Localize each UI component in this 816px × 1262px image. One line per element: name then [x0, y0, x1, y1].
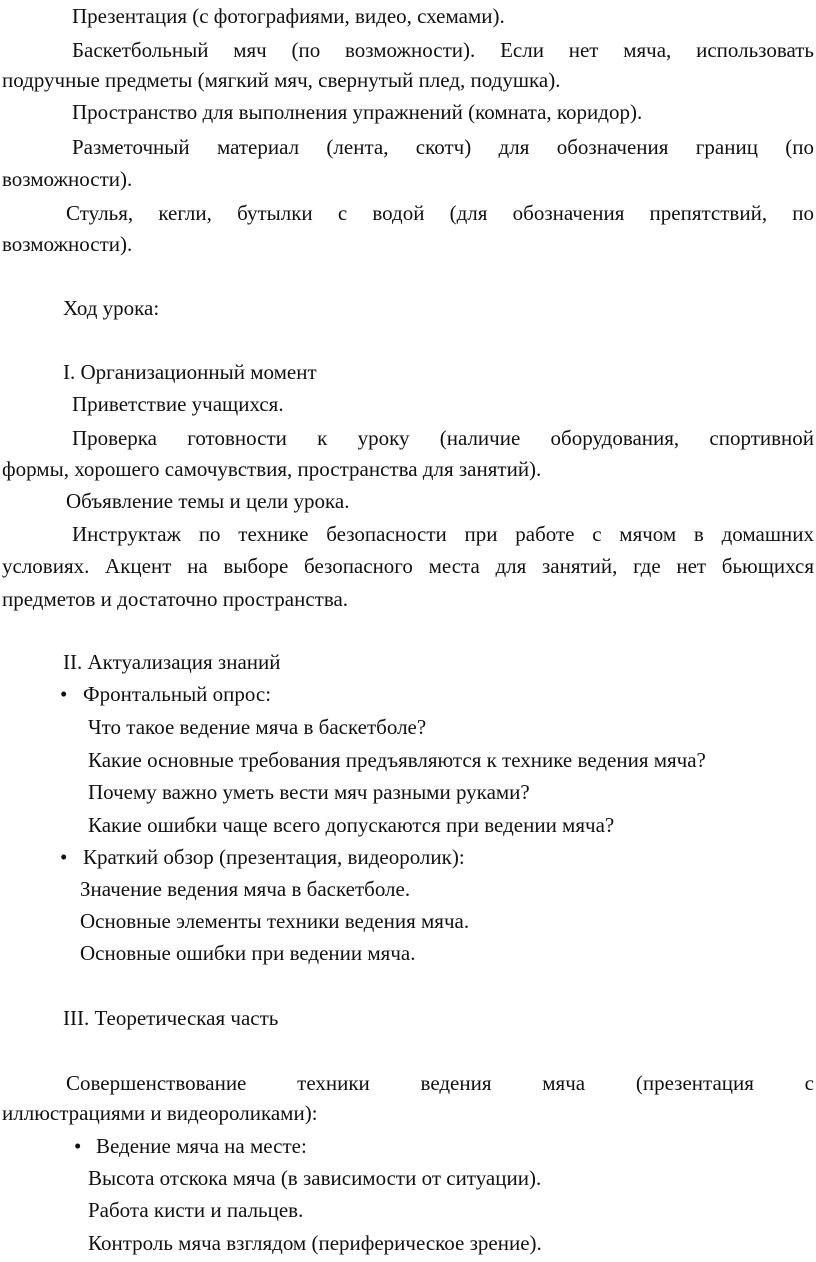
stationary-title: Ведение мяча на месте: [96, 1134, 307, 1158]
survey-question-3: Почему важно уметь вести мяч разными руками? [88, 780, 530, 804]
bullet-icon: • [74, 1134, 82, 1158]
lesson-course-heading: Ход урока: [63, 296, 160, 320]
materials-chairs-line-2: возможности). [2, 232, 133, 256]
improve-line-1: Совершенствование техники ведения мяча (презентация с [66, 1071, 814, 1095]
section-1-check-line-1: Проверка готовности к уроку (наличие оборудования, спортивной [72, 426, 814, 450]
section-1-check-line-2: формы, хорошего самочувствия, пространства для занятий). [2, 457, 542, 481]
section-1-greeting: Приветствие учащихся. [72, 392, 284, 416]
survey-question-2: Какие основные требования предъявляются к технике ведения мяча? [88, 748, 706, 772]
materials-ball-line-1: Баскетбольный мяч (по возможности). Если нет мяча, использовать [72, 38, 814, 62]
materials-presentation: Презентация (с фотографиями, видео, схемами). [72, 4, 505, 28]
survey-question-4: Какие ошибки чаще всего допускаются при ведении мяча? [88, 813, 615, 837]
review-item-3: Основные ошибки при ведении мяча. [80, 941, 416, 965]
materials-marking-line-1: Разметочный материал (лента, скотч) для обозначения границ (по [72, 135, 814, 159]
section-1-heading: I. Организационный момент [63, 360, 317, 384]
review-item-1: Значение ведения мяча в баскетболе. [80, 877, 411, 901]
section-1-safety-line-3: предметов и достаточно пространства. [2, 587, 349, 611]
stationary-item-1: Высота отскока мяча (в зависимости от ситуации). [88, 1166, 542, 1190]
materials-chairs-line-1: Стулья, кегли, бутылки с водой (для обозначения препятствий, по [66, 201, 814, 225]
stationary-item-2: Работа кисти и пальцев. [88, 1198, 304, 1222]
review-item-2: Основные элементы техники ведения мяча. [80, 909, 470, 933]
section-2-heading: II. Актуализация знаний [63, 650, 281, 674]
section-1-safety-line-1: Инструктаж по технике безопасности при работе с мячом в домашних [72, 522, 814, 546]
section-1-topic: Объявление темы и цели урока. [66, 489, 350, 513]
section-3-heading: III. Теоретическая часть [63, 1006, 279, 1030]
survey-title: Фронтальный опрос: [83, 682, 272, 706]
bullet-icon: • [60, 845, 68, 869]
materials-ball-line-2: подручные предметы (мягкий мяч, свернутый плед, подушка). [2, 68, 561, 92]
review-title: Краткий обзор (презентация, видеоролик): [83, 845, 465, 869]
materials-marking-line-2: возможности). [2, 167, 133, 191]
stationary-item-3: Контроль мяча взглядом (периферическое зрение). [88, 1231, 542, 1255]
materials-space: Пространство для выполнения упражнений (комната, коридор). [72, 100, 643, 124]
survey-question-1: Что такое ведение мяча в баскетболе? [88, 715, 427, 739]
section-1-safety-line-2: условиях. Акцент на выборе безопасного места для занятий, где нет бьющихся [2, 554, 814, 578]
improve-line-2: иллюстрациями и видеороликами): [2, 1101, 318, 1125]
bullet-icon: • [60, 682, 68, 706]
